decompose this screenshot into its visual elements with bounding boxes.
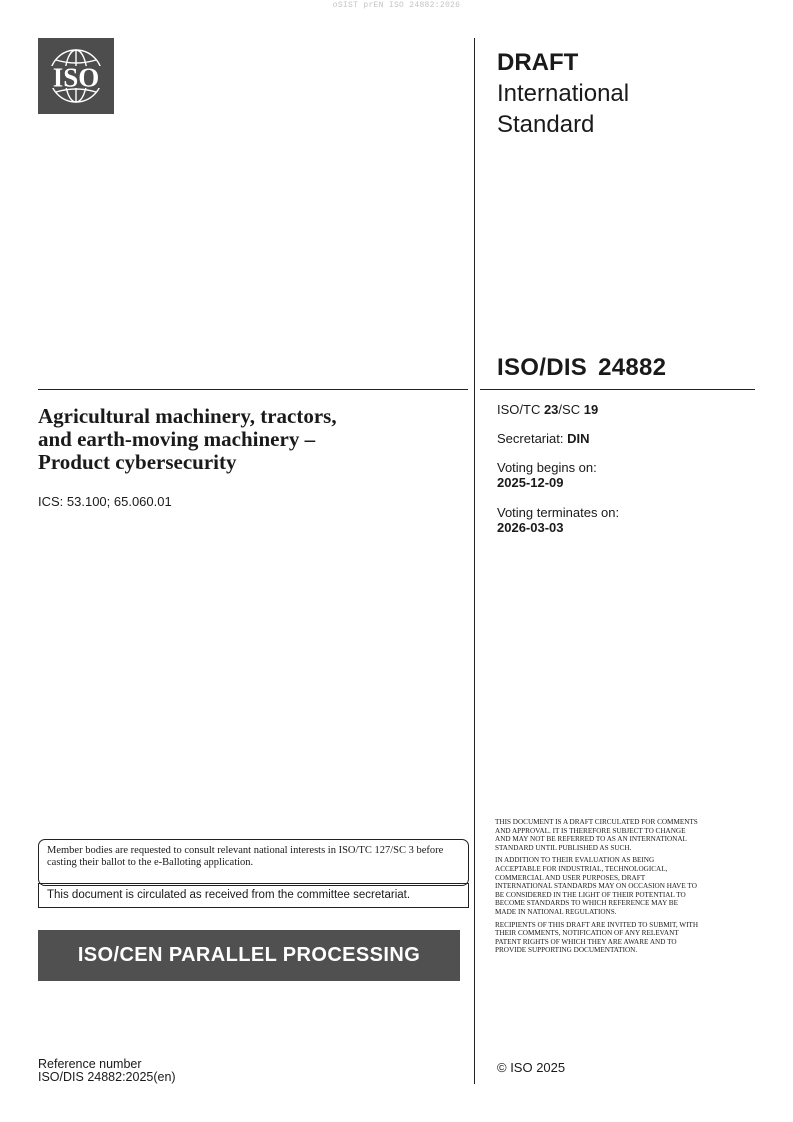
title-line-3: Product cybersecurity [38, 450, 237, 474]
voting-terminates [497, 505, 619, 535]
iso-globe-icon [38, 38, 114, 114]
draft-disclaimer [495, 818, 700, 959]
reference-number-value: ISO/DIS 24882:2025(en) [38, 1070, 176, 1084]
circulation-notice-box: This document is circulated as received from the committee secretariat. [38, 883, 469, 908]
tc-number: 23 [543, 402, 559, 417]
reference-number-label: Reference number [38, 1057, 142, 1071]
standard-label: Standard [497, 111, 595, 138]
disclaimer-paragraph: IN ADDITION TO THEIR EVALUATION AS BEING ACCEPTABLE FOR INDUSTRIAL, TECHNOLOGICAL, COMMERCIAL AND USER PURPOSES, DRAFT INTERNATIONAL STANDARDS MAY ON OCCASION HAVE TO BE CONSIDERED IN THE LIGHT OF THEIR POTENTIAL TO BECOME STANDARDS TO WHICH REFERENCE MAY BE MADE IN NATIONAL REGULATIONS. [495, 856, 697, 916]
committee-prefix: ISO/TC [497, 402, 544, 417]
logo-text: ISO [52, 62, 100, 93]
ics-codes: ICS: 53.100; 65.060.01 [38, 494, 172, 509]
document-title [38, 405, 458, 474]
secretariat-info [497, 431, 589, 446]
voting-terminates-date: 2026-03-03 [497, 520, 564, 535]
watermark-text: oSIST prEN ISO 24882:2026 [332, 1, 461, 10]
voting-begins-date: 2025-12-09 [497, 475, 564, 490]
title-line-1: Agricultural machinery, tractors, [38, 404, 337, 428]
horizontal-divider-right [480, 389, 755, 390]
parallel-processing-banner: ISO/CEN PARALLEL PROCESSING [38, 930, 460, 981]
draft-label: DRAFT [497, 49, 579, 76]
international-label: International [497, 80, 630, 107]
copyright-notice: © ISO 2025 [497, 1060, 566, 1075]
voting-terminates-label: Voting terminates on: [497, 505, 620, 520]
iso-logo [38, 38, 114, 114]
sc-number: 19 [583, 402, 599, 417]
member-notice-box: Member bodies are requested to consult relevant national interests in ISO/TC 127/SC 3 before casting their ballot to the e-Balloting application. [38, 839, 469, 886]
vertical-divider [474, 38, 475, 1084]
disclaimer-paragraph: THIS DOCUMENT IS A DRAFT CIRCULATED FOR COMMENTS AND APPROVAL. IT IS THEREFORE SUBJECT TO CHANGE AND MAY NOT BE REFERRED TO AS AN INTERNATIONAL STANDARD UNTIL PUBLISHED AS SUCH. [495, 818, 698, 852]
reference-number [38, 1058, 176, 1084]
voting-begins-label: Voting begins on: [497, 460, 597, 475]
committee-info [497, 402, 598, 417]
document-reference: ISO/DIS 24882 [497, 354, 667, 381]
voting-begins [497, 460, 597, 490]
secretariat-label: Secretariat: [497, 431, 568, 446]
title-line-2: and earth-moving machinery – [38, 427, 316, 451]
committee-mid: /SC [558, 402, 584, 417]
disclaimer-paragraph: RECIPIENTS OF THIS DRAFT ARE INVITED TO SUBMIT, WITH THEIR COMMENTS, NOTIFICATION OF ANY RELEVANT PATENT RIGHTS OF WHICH THEY ARE AWARE AND TO PROVIDE SUPPORTING DOCUMENTATION. [495, 920, 699, 955]
horizontal-divider-left [38, 389, 468, 390]
secretariat-value: DIN [567, 431, 590, 446]
document-type-heading [497, 47, 629, 140]
